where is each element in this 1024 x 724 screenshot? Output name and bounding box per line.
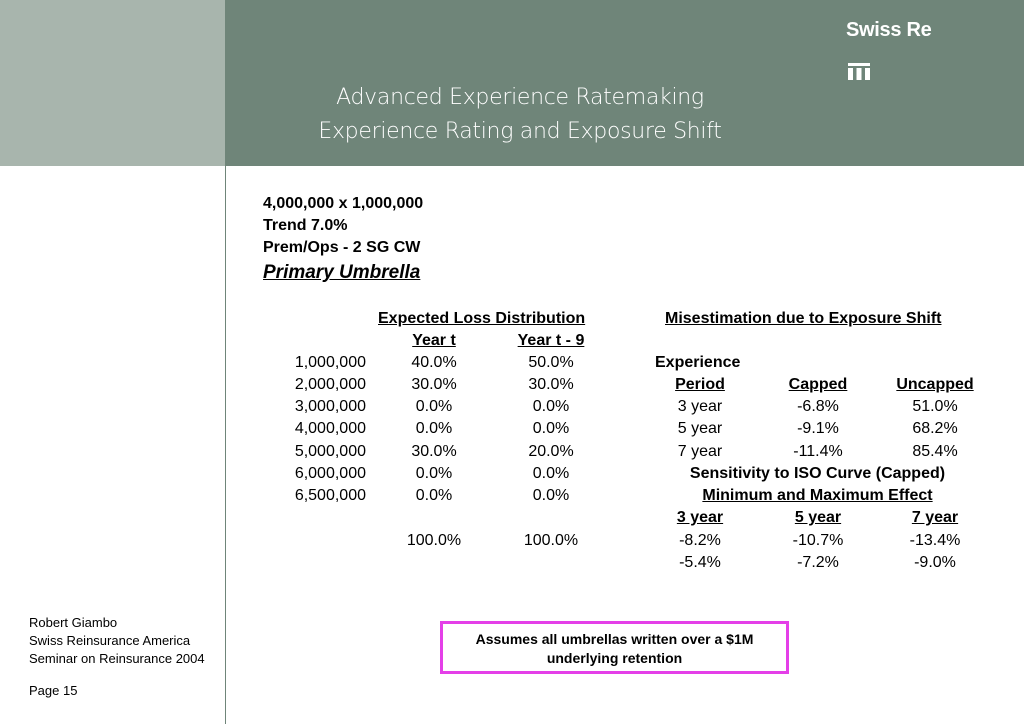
limit-cell: 6,500,000 [294, 487, 366, 504]
capped-cell: -9.1% [797, 420, 839, 437]
sensitivity-subheading: Minimum and Maximum Effect [702, 487, 933, 504]
intro-layer: 4,000,000 x 1,000,000 [263, 195, 424, 212]
uncapped-cell: 51.0% [912, 398, 958, 415]
year-t9-cell: 30.0% [528, 376, 574, 393]
sensitivity-col-5-year: 5 year [794, 509, 842, 526]
sensitivity-cell: -9.0% [914, 554, 956, 571]
year-t9-cell: 0.0% [532, 398, 570, 415]
year-t-cell: 0.0% [415, 420, 453, 437]
intro-class: Prem/Ops - 2 SG CW [263, 239, 421, 256]
limit-cell: 5,000,000 [294, 443, 366, 460]
sensitivity-cell: -7.2% [797, 554, 839, 571]
period-cell: 3 year [677, 398, 723, 415]
intro-subject: Primary Umbrella [263, 262, 421, 283]
footer-seminar: Seminar on Reinsurance 2004 [29, 651, 205, 666]
company-logo-text: Swiss Re [846, 19, 932, 41]
sensitivity-cell: -10.7% [792, 532, 844, 549]
sensitivity-cell: -8.2% [679, 532, 721, 549]
year-t9-cell: 20.0% [528, 443, 574, 460]
slide-title-line1: Advanced Experience Ratemaking [336, 85, 704, 110]
limit-cell: 2,000,000 [294, 376, 366, 393]
sensitivity-heading: Sensitivity to ISO Curve (Capped) [689, 465, 946, 482]
sensitivity-cell: -5.4% [679, 554, 721, 571]
capped-cell: -11.4% [793, 443, 843, 460]
header-left-block [0, 0, 225, 166]
year-t9-cell: 0.0% [532, 465, 570, 482]
intro-trend: Trend 7.0% [263, 217, 348, 234]
year-t9-cell: 0.0% [532, 420, 570, 437]
sensitivity-cell: -13.4% [909, 532, 961, 549]
distribution-heading: Expected Loss Distribution [378, 310, 586, 327]
uncapped-cell: 68.2% [912, 420, 958, 437]
year-t-cell: 0.0% [415, 398, 453, 415]
year-t-cell: 40.0% [411, 354, 457, 371]
year-t-cell: 0.0% [415, 465, 453, 482]
year-t9-cell: 0.0% [532, 487, 570, 504]
limit-cell: 6,000,000 [294, 465, 366, 482]
experience-label: Experience [655, 354, 741, 371]
col-period: Period [675, 376, 725, 393]
slide-title-line2: Experience Rating and Exposure Shift [318, 119, 722, 144]
total-year-t9: 100.0% [523, 532, 579, 549]
sensitivity-col-3-year: 3 year [676, 509, 724, 526]
limit-cell: 1,000,000 [294, 354, 366, 371]
footer-author: Robert Giambo [29, 615, 118, 630]
year-t-cell: 30.0% [411, 376, 457, 393]
page-number: Page 15 [29, 683, 78, 698]
note-line2: underlying retention [546, 650, 683, 666]
limit-cell: 3,000,000 [294, 398, 366, 415]
assumption-note-box [440, 621, 789, 674]
year-t9-cell: 50.0% [528, 354, 574, 371]
limit-cell: 4,000,000 [294, 420, 366, 437]
left-divider-line [225, 166, 226, 724]
col-uncapped: Uncapped [896, 376, 974, 393]
year-t-cell: 30.0% [411, 443, 457, 460]
distribution-col-year-t: Year t [412, 332, 456, 349]
note-line1: Assumes all umbrellas written over a $1M [475, 631, 754, 647]
col-capped: Capped [788, 376, 848, 393]
footer-company: Swiss Reinsurance America [29, 633, 191, 648]
period-cell: 7 year [677, 443, 723, 460]
misestimation-heading: Misestimation due to Exposure Shift [665, 310, 942, 327]
swiss-re-logo-icon [848, 63, 870, 80]
uncapped-cell: 85.4% [912, 443, 958, 460]
total-year-t: 100.0% [406, 532, 462, 549]
period-cell: 5 year [677, 420, 723, 437]
distribution-col-year-t9: Year t - 9 [517, 332, 585, 349]
capped-cell: -6.8% [797, 398, 839, 415]
sensitivity-col-7-year: 7 year [911, 509, 959, 526]
year-t-cell: 0.0% [415, 487, 453, 504]
